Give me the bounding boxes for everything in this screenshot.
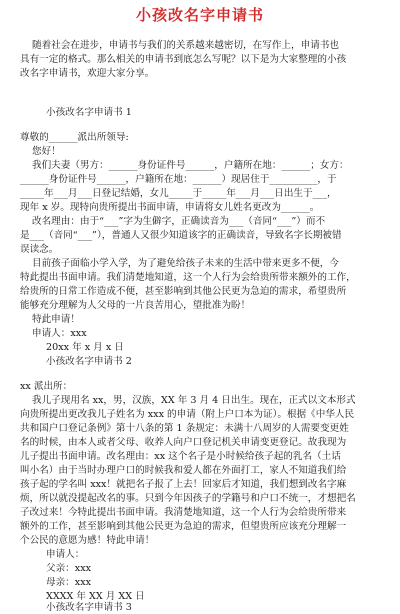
text-line: 向贵所提出更改我儿子姓名为 xxx 的申请（附上户口本为证）。根据《中华人民 — [20, 409, 355, 420]
text-line: 小孩改名字申请书 2 — [46, 356, 132, 367]
text-line: 改名字申请书，欢迎大家分享。 — [20, 68, 155, 79]
text-line: _____年___月___日登记结婚，女儿_____于_____年___月___日出生于___， — [20, 188, 337, 199]
text-line: 个公民的意愿为感！特此申请！ — [20, 535, 155, 546]
text-line: 我儿子现用名 xx，男，汉族，XX 年 3 月 4 日出生。现在，正式以文本形式 — [32, 395, 356, 406]
page-title: 小孩改名字申请书 — [135, 6, 264, 24]
text-line: 目前孩子面临小学入学，为了避免给孩子未来的生活中带来更多不便，今 — [32, 258, 339, 269]
text-line: 尊敬的______派出所领导: — [20, 132, 129, 143]
text-line: 特此申请！ — [32, 314, 80, 325]
text-line: 申请人： — [46, 549, 85, 560]
text-line: ______身份证件号______，户籍所在地：______）现居住于__________，于 — [20, 174, 337, 185]
text-line: 您好！ — [32, 146, 61, 157]
text-line: 名的时候，由本人或者父母、收养人向户口登记机关申请变更登记。故我现为 — [20, 437, 347, 448]
text-line: 小孩改名字申请书 3 — [46, 602, 132, 613]
text-line: 给贵所的日常工作造成不便，甚至影响到其他公民更为急迫的需求，希望贵所 — [20, 286, 347, 297]
text-line: 是___（音同“___”），普通人又很少知道该字的正确读音，导致名字长期被错 — [20, 230, 342, 241]
text-line: 母亲：xxx — [46, 577, 92, 588]
text-line: 误读念。 — [20, 244, 59, 255]
text-line: 孩子起的学名叫 xxx！就把名子报了上去！回家后才知道，我们想到改名字麻 — [20, 479, 347, 490]
text-line: 随着社会在进步，申请书与我们的关系越来越密切，在写作上，申请书也 — [32, 40, 339, 51]
text-line: 能够充分理解为人父母的一片良苦用心，望批准为盼！ — [20, 300, 251, 311]
text-line: 20xx 年 x 月 x 日 — [46, 342, 124, 353]
text-line: xx 派出所： — [20, 381, 73, 392]
text-line: 共和国户口登记条例》第十八条的第 1 条规定：未满十八周岁的人需要变更姓 — [20, 423, 349, 434]
text-line: 我们夫妻（男方：______身份证件号______，户籍所在地：______；女方： — [32, 160, 349, 171]
text-line: 具有一定的格式。那么相关的申请书到底怎么写呢？以下是为大家整理的小孩 — [20, 54, 347, 65]
text-line: 特此提出书面申请。我们清楚地知道，这一个人行为会给贵所带来额外的工作， — [20, 272, 356, 283]
text-line: 烦，所以就没提起改名的事。只到今年因孩子的学籍号和户口不统一，才想把名 — [20, 493, 356, 504]
text-line: 现年 x 岁。现特向贵所提出书面申请，申请将女儿姓名更改为______。 — [20, 202, 320, 213]
text-line: 额外的工作，甚至影响到其他公民更为急迫的需求，但望贵所应该充分理解一 — [20, 521, 347, 532]
text-line: XXXX 年 XX 月 XX 日 — [46, 591, 145, 602]
text-line: 儿子提出书面申请。改名理由：xx 这个名子是小时候给孩子起的乳名（土话 — [20, 451, 341, 462]
text-line: 改名理由：由于“___”字为生僻字，正确读音为___（音同“___”）而不 — [32, 216, 326, 227]
text-line: 父亲：xxx — [46, 563, 92, 574]
text-line: 子改过来！今特此提出书面申请。我清楚地知道，这一个人行为会给贵所带来 — [20, 507, 347, 518]
text-line: 小孩改名字申请书 1 — [46, 107, 132, 118]
text-line: 叫小名）由于当时办理户口的时候我和爱人都在外面打工，家人不知道我们给 — [20, 465, 347, 476]
text-line: 申请人：xxx — [32, 328, 87, 339]
